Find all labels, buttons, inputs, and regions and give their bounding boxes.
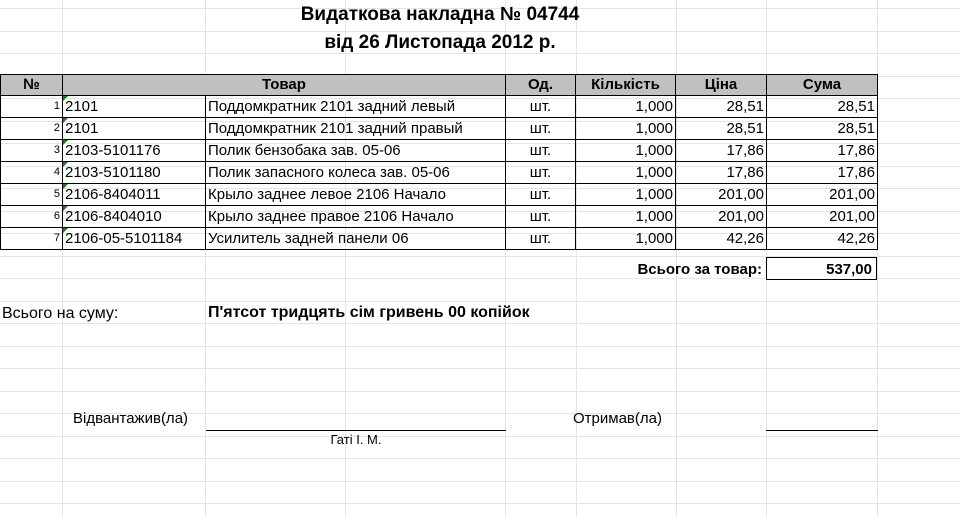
quantity-cell: 1,000 <box>576 162 676 184</box>
received-signature-line <box>766 430 878 431</box>
price-cell: 28,51 <box>676 96 767 118</box>
quantity-cell: 1,000 <box>576 228 676 250</box>
price-cell: 201,00 <box>676 206 767 228</box>
sum-cell: 28,51 <box>767 118 878 140</box>
invoice-title: Видаткова накладна № 04744 <box>300 4 580 25</box>
sum-cell: 17,86 <box>767 162 878 184</box>
unit-cell: шт. <box>506 140 576 162</box>
cell-comment-flag <box>63 96 68 101</box>
sum-cell: 201,00 <box>767 206 878 228</box>
table-row <box>1 206 878 228</box>
header-sum: Сума <box>767 75 878 96</box>
product-code <box>63 118 206 140</box>
row-number: 6 <box>1 206 63 228</box>
row-number: 2 <box>1 118 63 140</box>
product-code <box>63 184 206 206</box>
product-name: Крыло заднее левое 2106 Начало <box>206 184 506 206</box>
product-code-text: 2106-8404011 <box>65 186 161 203</box>
product-name: Полик бензобака зав. 05-06 <box>206 140 506 162</box>
row-number: 4 <box>1 162 63 184</box>
price-cell: 17,86 <box>676 140 767 162</box>
product-code-text: 2106-05-5101184 <box>65 230 183 247</box>
cell-comment-flag <box>63 228 68 233</box>
unit-cell: шт. <box>506 96 576 118</box>
product-code-text: 2106-8404010 <box>65 208 162 225</box>
quantity-cell: 1,000 <box>576 184 676 206</box>
row-number: 3 <box>1 140 63 162</box>
product-code <box>63 228 206 250</box>
product-code <box>63 96 206 118</box>
cell-comment-flag <box>63 140 68 145</box>
product-code <box>63 162 206 184</box>
shipped-by-label: Відвантажив(ла) <box>73 410 189 427</box>
sum-cell: 201,00 <box>767 184 878 206</box>
unit-cell: шт. <box>506 206 576 228</box>
row-number: 5 <box>1 184 63 206</box>
price-cell: 28,51 <box>676 118 767 140</box>
product-name: Поддомкратник 2101 задний правый <box>206 118 506 140</box>
price-cell: 17,86 <box>676 162 767 184</box>
price-cell: 42,26 <box>676 228 767 250</box>
total-label: Всього за товар: <box>637 261 762 278</box>
header-price: Ціна <box>676 75 767 96</box>
sum-label: Всього на суму: <box>2 305 119 322</box>
quantity-cell: 1,000 <box>576 96 676 118</box>
row-number: 7 <box>1 228 63 250</box>
sum-cell: 42,26 <box>767 228 878 250</box>
unit-cell: шт. <box>506 118 576 140</box>
product-name: Полик запасного колеса зав. 05-06 <box>206 162 506 184</box>
price-cell: 201,00 <box>676 184 767 206</box>
table-row <box>1 96 878 118</box>
invoice-table <box>0 74 878 250</box>
product-name: Усилитель задней панели 06 <box>206 228 506 250</box>
table-row <box>1 118 878 140</box>
invoice-date: від 26 Листопада 2012 р. <box>324 32 556 53</box>
shipped-by-name: Гаті І. М. <box>330 432 382 447</box>
shipped-signature-line <box>206 430 506 431</box>
product-code-text: 2103-5101176 <box>65 142 161 159</box>
header-number: № <box>1 75 63 96</box>
received-by-label: Отримав(ла) <box>573 410 662 427</box>
table-row <box>1 162 878 184</box>
product-code <box>63 140 206 162</box>
unit-cell: шт. <box>506 162 576 184</box>
quantity-cell: 1,000 <box>576 118 676 140</box>
header-quantity: Кількість <box>576 75 676 96</box>
product-code <box>63 206 206 228</box>
table-row <box>1 184 878 206</box>
product-code-text: 2101 <box>65 98 99 115</box>
table-row <box>1 228 878 250</box>
total-value: 537,00 <box>766 257 877 280</box>
product-name: Поддомкратник 2101 задний левый <box>206 96 506 118</box>
table-header-row <box>1 75 878 96</box>
sum-cell: 28,51 <box>767 96 878 118</box>
unit-cell: шт. <box>506 228 576 250</box>
sum-cell: 17,86 <box>767 140 878 162</box>
cell-comment-flag <box>63 118 68 123</box>
quantity-cell: 1,000 <box>576 206 676 228</box>
header-product: Товар <box>63 75 506 96</box>
table-body <box>1 96 878 250</box>
cell-comment-flag <box>63 184 68 189</box>
cell-comment-flag <box>63 162 68 167</box>
sum-in-words: П'ятсот тридцять сім гривень 00 копійок <box>208 304 530 321</box>
product-name: Крыло заднее правое 2106 Начало <box>206 206 506 228</box>
cell-comment-flag <box>63 206 68 211</box>
row-number: 1 <box>1 96 63 118</box>
quantity-cell: 1,000 <box>576 140 676 162</box>
product-code-text: 2101 <box>65 120 99 137</box>
table-row <box>1 140 878 162</box>
product-code-text: 2103-5101180 <box>65 164 161 181</box>
unit-cell: шт. <box>506 184 576 206</box>
header-unit: Од. <box>506 75 576 96</box>
